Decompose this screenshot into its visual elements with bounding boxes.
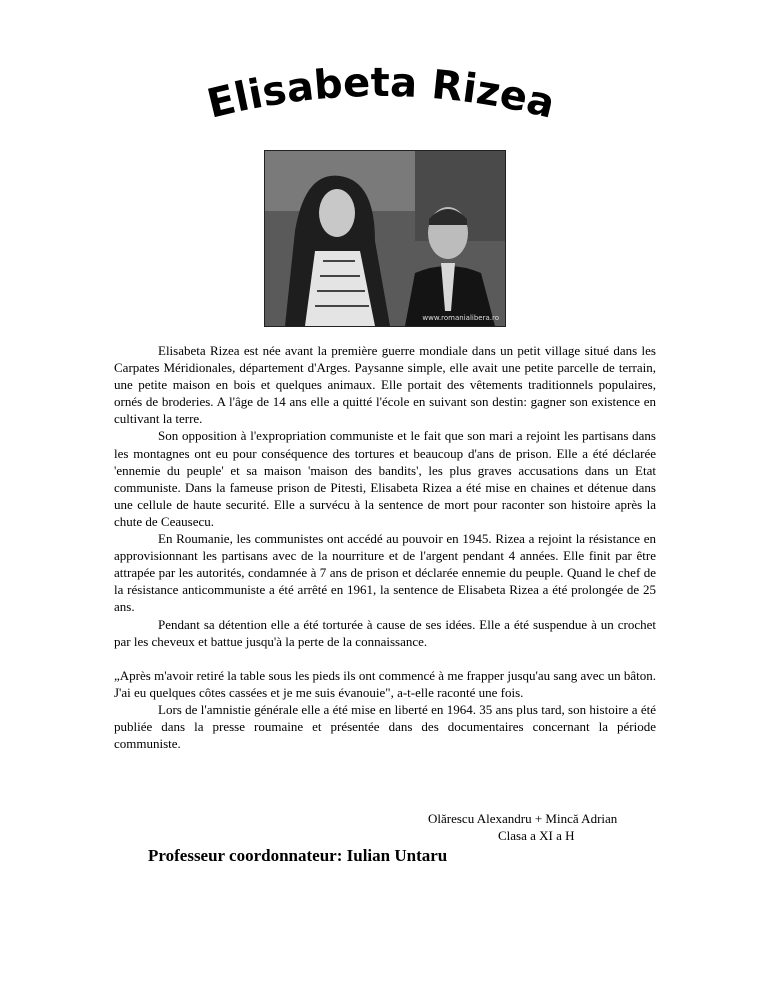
page-title <box>180 62 580 142</box>
article-body <box>114 342 656 752</box>
signature-block <box>428 810 658 844</box>
authors: Olărescu Alexandru + Mincă Adrian <box>428 811 618 826</box>
quote-paragraph: „Après m'avoir retiré la table sous les pieds ils ont commencé à me frapper jusqu'au sang avec un bâton. J'ai eu quelques côtes cassées et je me suis évanouie", a-t-elle raconté une fois. <box>114 667 656 700</box>
portrait-photo <box>264 150 506 327</box>
title-text: Elisabeta Rizea <box>202 62 560 128</box>
paragraph: Son opposition à l'expropriation communiste et le fait que son mari a rejoint les partisans dans les montagnes ont eu pour conséquence des tortures et beaucoup d'ans de prison. Elle a été déclarée 'ennemie du peuple' et sa maison 'maison des bandits', les plus graves accusations dans un Etat communiste. Dans la fameuse prison de Pitesti, Elisabeta Rizea a été mise en chaines et détenue dans une cellule de haute securité. Elle a survécu à la sentence de mort pour raconter son histoire après la chute de Ceausecu. <box>114 428 656 529</box>
paragraph: Pendant sa détention elle a été torturée à cause de ses idées. Elle a été suspendue à un crochet par les cheveux et battue jusqu'à la perte de la connaissance. <box>114 616 656 649</box>
photo-illustration <box>265 151 505 326</box>
paragraph: En Roumanie, les communistes ont accédé au pouvoir en 1945. Rizea a rejoint la résistance en approvisionnant les partisans avec de la nourriture et de l'argent pendant 4 années. Elle finit par être attrapée par les autorités, condamnée à 7 ans de prison et déclarée ennemie du peuple. Quand le chef de la résistance anticommuniste a été arrêté en 1961, la sentence de Elisabeta Rizea a été prolongée de 25 ans. <box>114 531 656 615</box>
professor-credit: Professeur coordonnateur: Iulian Untaru <box>148 846 448 865</box>
wordart-title <box>180 62 580 142</box>
photo-credit: www.romanialibera.ro <box>422 314 499 322</box>
class-label: Clasa a XI a H <box>498 828 575 843</box>
paragraph: Elisabeta Rizea est née avant la première guerre mondiale dans un petit village situé dans les Carpates Méridionales, département d'Arges. Paysanne simple, elle avait une petite parcelle de terrain, une petite maison en bois et quelques animaux. Elle portait des vêtements traditionnels populaires, ornés de broderies. A l'âge de 14 ans elle a quitté l'école en suivant son destin: gagner son existence en cultivant la terre. <box>114 343 656 427</box>
paragraph: Lors de l'amnistie générale elle a été mise en liberté en 1964. 35 ans plus tard, son histoire a été publiée dans la presse roumaine et présentée dans des documentaires concernant la période communiste. <box>114 701 656 752</box>
